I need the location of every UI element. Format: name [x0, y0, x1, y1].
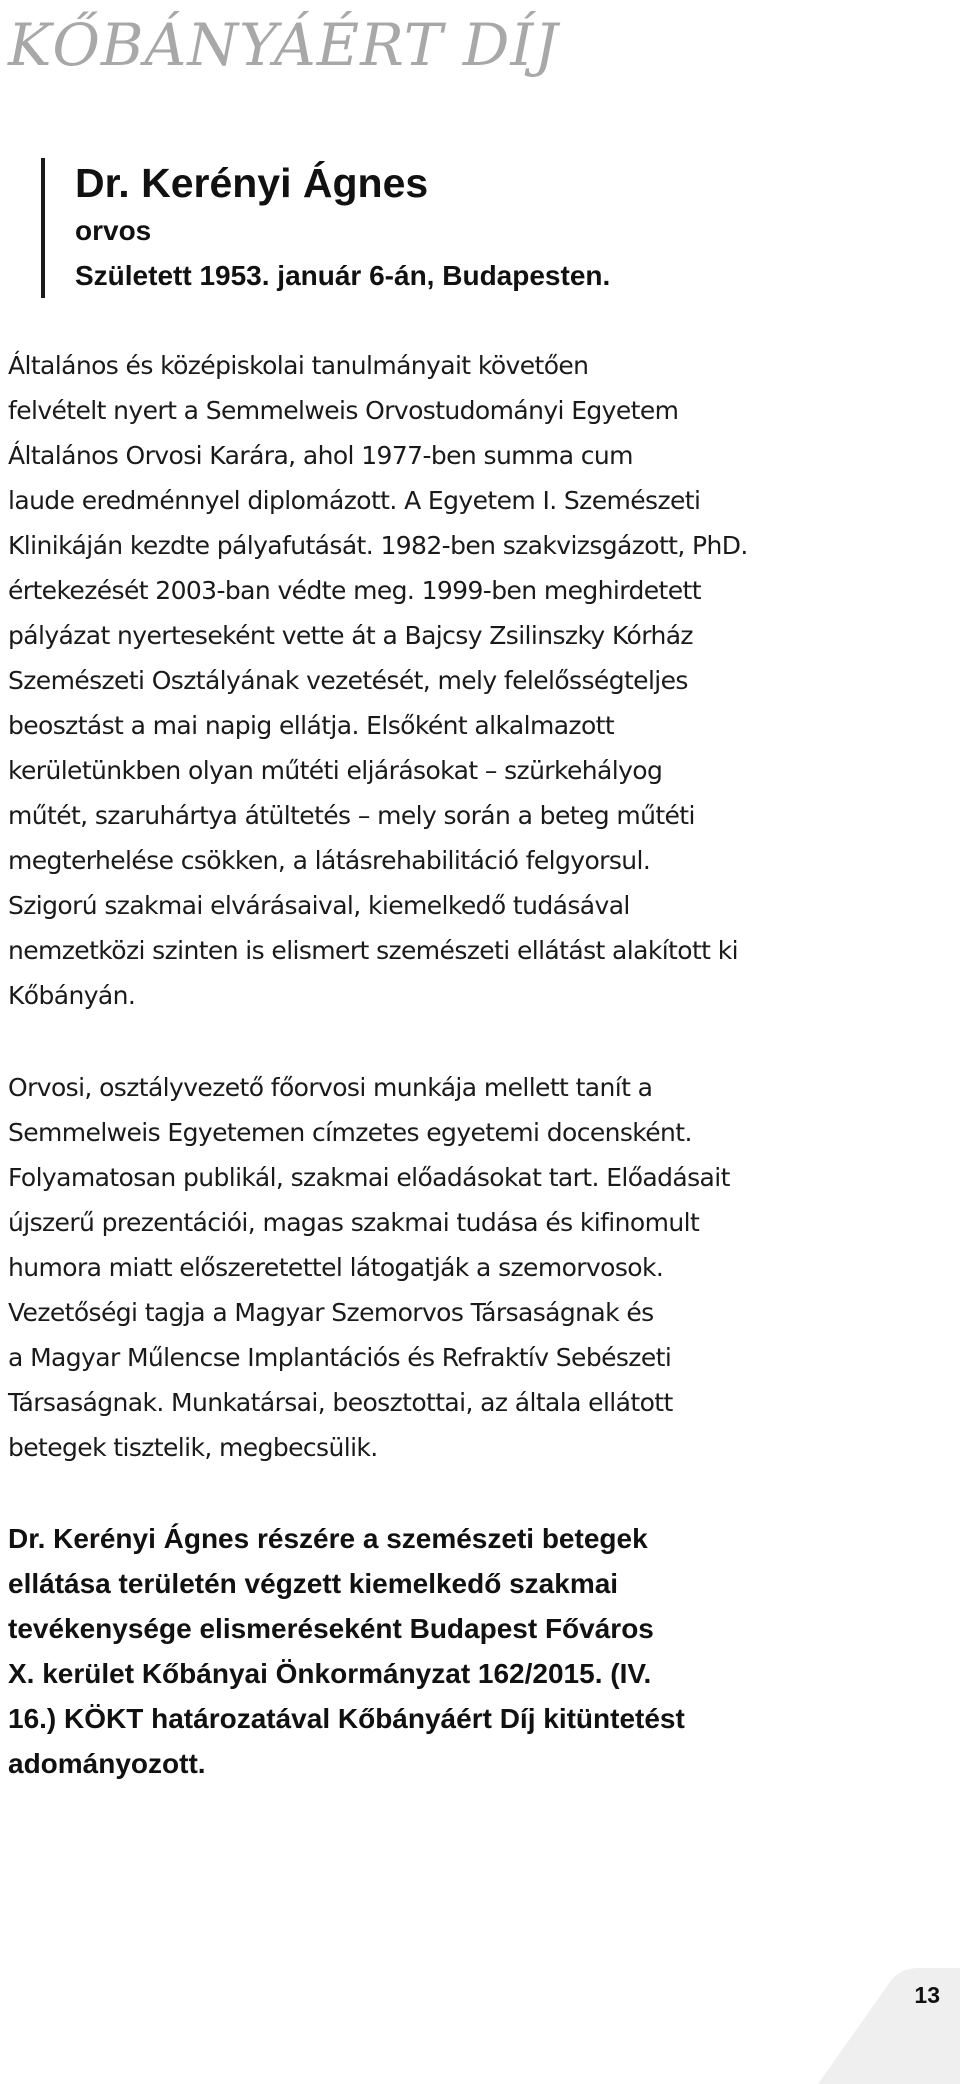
text-line: adományozott.	[8, 1748, 206, 1779]
text-line: Társaságnak. Munkatársai, beosztottai, az általa ellátott	[8, 1388, 673, 1417]
text-line: beosztást a mai napig ellátja. Elsőként alkalmazott	[8, 711, 615, 740]
text-line: Semmelweis Egyetemen címzetes egyetemi docensként.	[8, 1118, 692, 1147]
biography-paragraph	[8, 343, 943, 1018]
text-line: újszerű prezentációi, magas szakmai tudása és kifinomult	[8, 1208, 700, 1237]
text-line: Általános Orvosi Karára, ahol 1977-ben summa cum	[8, 441, 633, 470]
profile-header	[41, 158, 610, 298]
text-line: laude eredménnyel diplomázott. A Egyetem I. Szemészeti	[8, 486, 701, 515]
text-line: értekezését 2003-ban védte meg. 1999-ben meghirdetett	[8, 576, 701, 605]
text-line: Dr. Kerényi Ágnes részére a szemészeti betegek	[8, 1523, 648, 1554]
text-line: pályázat nyerteseként vette át a Bajcsy Zsilinszky Kórház	[8, 621, 693, 650]
text-line: betegek tisztelik, megbecsülik.	[8, 1433, 378, 1462]
profile-birth: Született 1953. január 6-án, Budapesten.	[75, 260, 611, 291]
profile-name: Dr. Kerényi Ágnes	[75, 160, 429, 206]
text-line: X. kerület Kőbányai Önkormányzat 162/2015. (IV.	[8, 1658, 652, 1689]
text-line: ellátása területén végzett kiemelkedő szakmai	[8, 1568, 619, 1599]
award-paragraph	[8, 1516, 943, 1786]
text-line: tevékenysége elismeréseként Budapest Főváros	[8, 1613, 654, 1644]
page-number: 13	[914, 1982, 940, 2008]
text-line: Kőbányán.	[8, 981, 136, 1010]
text-line: Folyamatosan publikál, szakmai előadásokat tart. Előadásait	[8, 1163, 730, 1192]
text-line: Klinikáján kezdte pályafutását. 1982-ben szakvizsgázott, PhD.	[8, 531, 748, 560]
profile-profession: orvos	[75, 215, 152, 246]
text-line: megterhelése csökken, a látásrehabilitáció felgyorsul.	[8, 846, 651, 875]
text-line: Szemészeti Osztályának vezetését, mely felelősségteljes	[8, 666, 688, 695]
text-line: Vezetőségi tagja a Magyar Szemorvos Társaságnak és	[8, 1298, 654, 1327]
text-line: Szigorú szakmai elvárásaival, kiemelkedő tudásával	[8, 891, 630, 920]
text-line: Orvosi, osztályvezető főorvosi munkája mellett tanít a	[8, 1073, 653, 1102]
text-line: 16.) KÖKT határozatával Kőbányáért Díj kitüntetést	[8, 1703, 685, 1734]
text-line: nemzetközi szinten is elismert szemészeti ellátást alakított ki	[8, 936, 738, 965]
text-line: Általános és középiskolai tanulmányait követően	[8, 351, 589, 380]
text-line: a Magyar Műlencse Implantációs és Refraktív Sebészeti	[8, 1343, 672, 1372]
page-title: KŐBÁNYÁÉRT DÍJ	[8, 11, 559, 79]
text-line: felvételt nyert a Semmelweis Orvostudományi Egyetem	[8, 396, 679, 425]
career-paragraph	[8, 1065, 943, 1470]
text-line: műtét, szaruhártya átültetés – mely során a beteg műtéti	[8, 801, 695, 830]
text-line: humora miatt előszeretettel látogatják a szemorvosok.	[8, 1253, 664, 1282]
page-corner-shape	[818, 1958, 960, 2084]
text-line: kerületünkben olyan műtéti eljárásokat – szürkehályog	[8, 756, 663, 785]
